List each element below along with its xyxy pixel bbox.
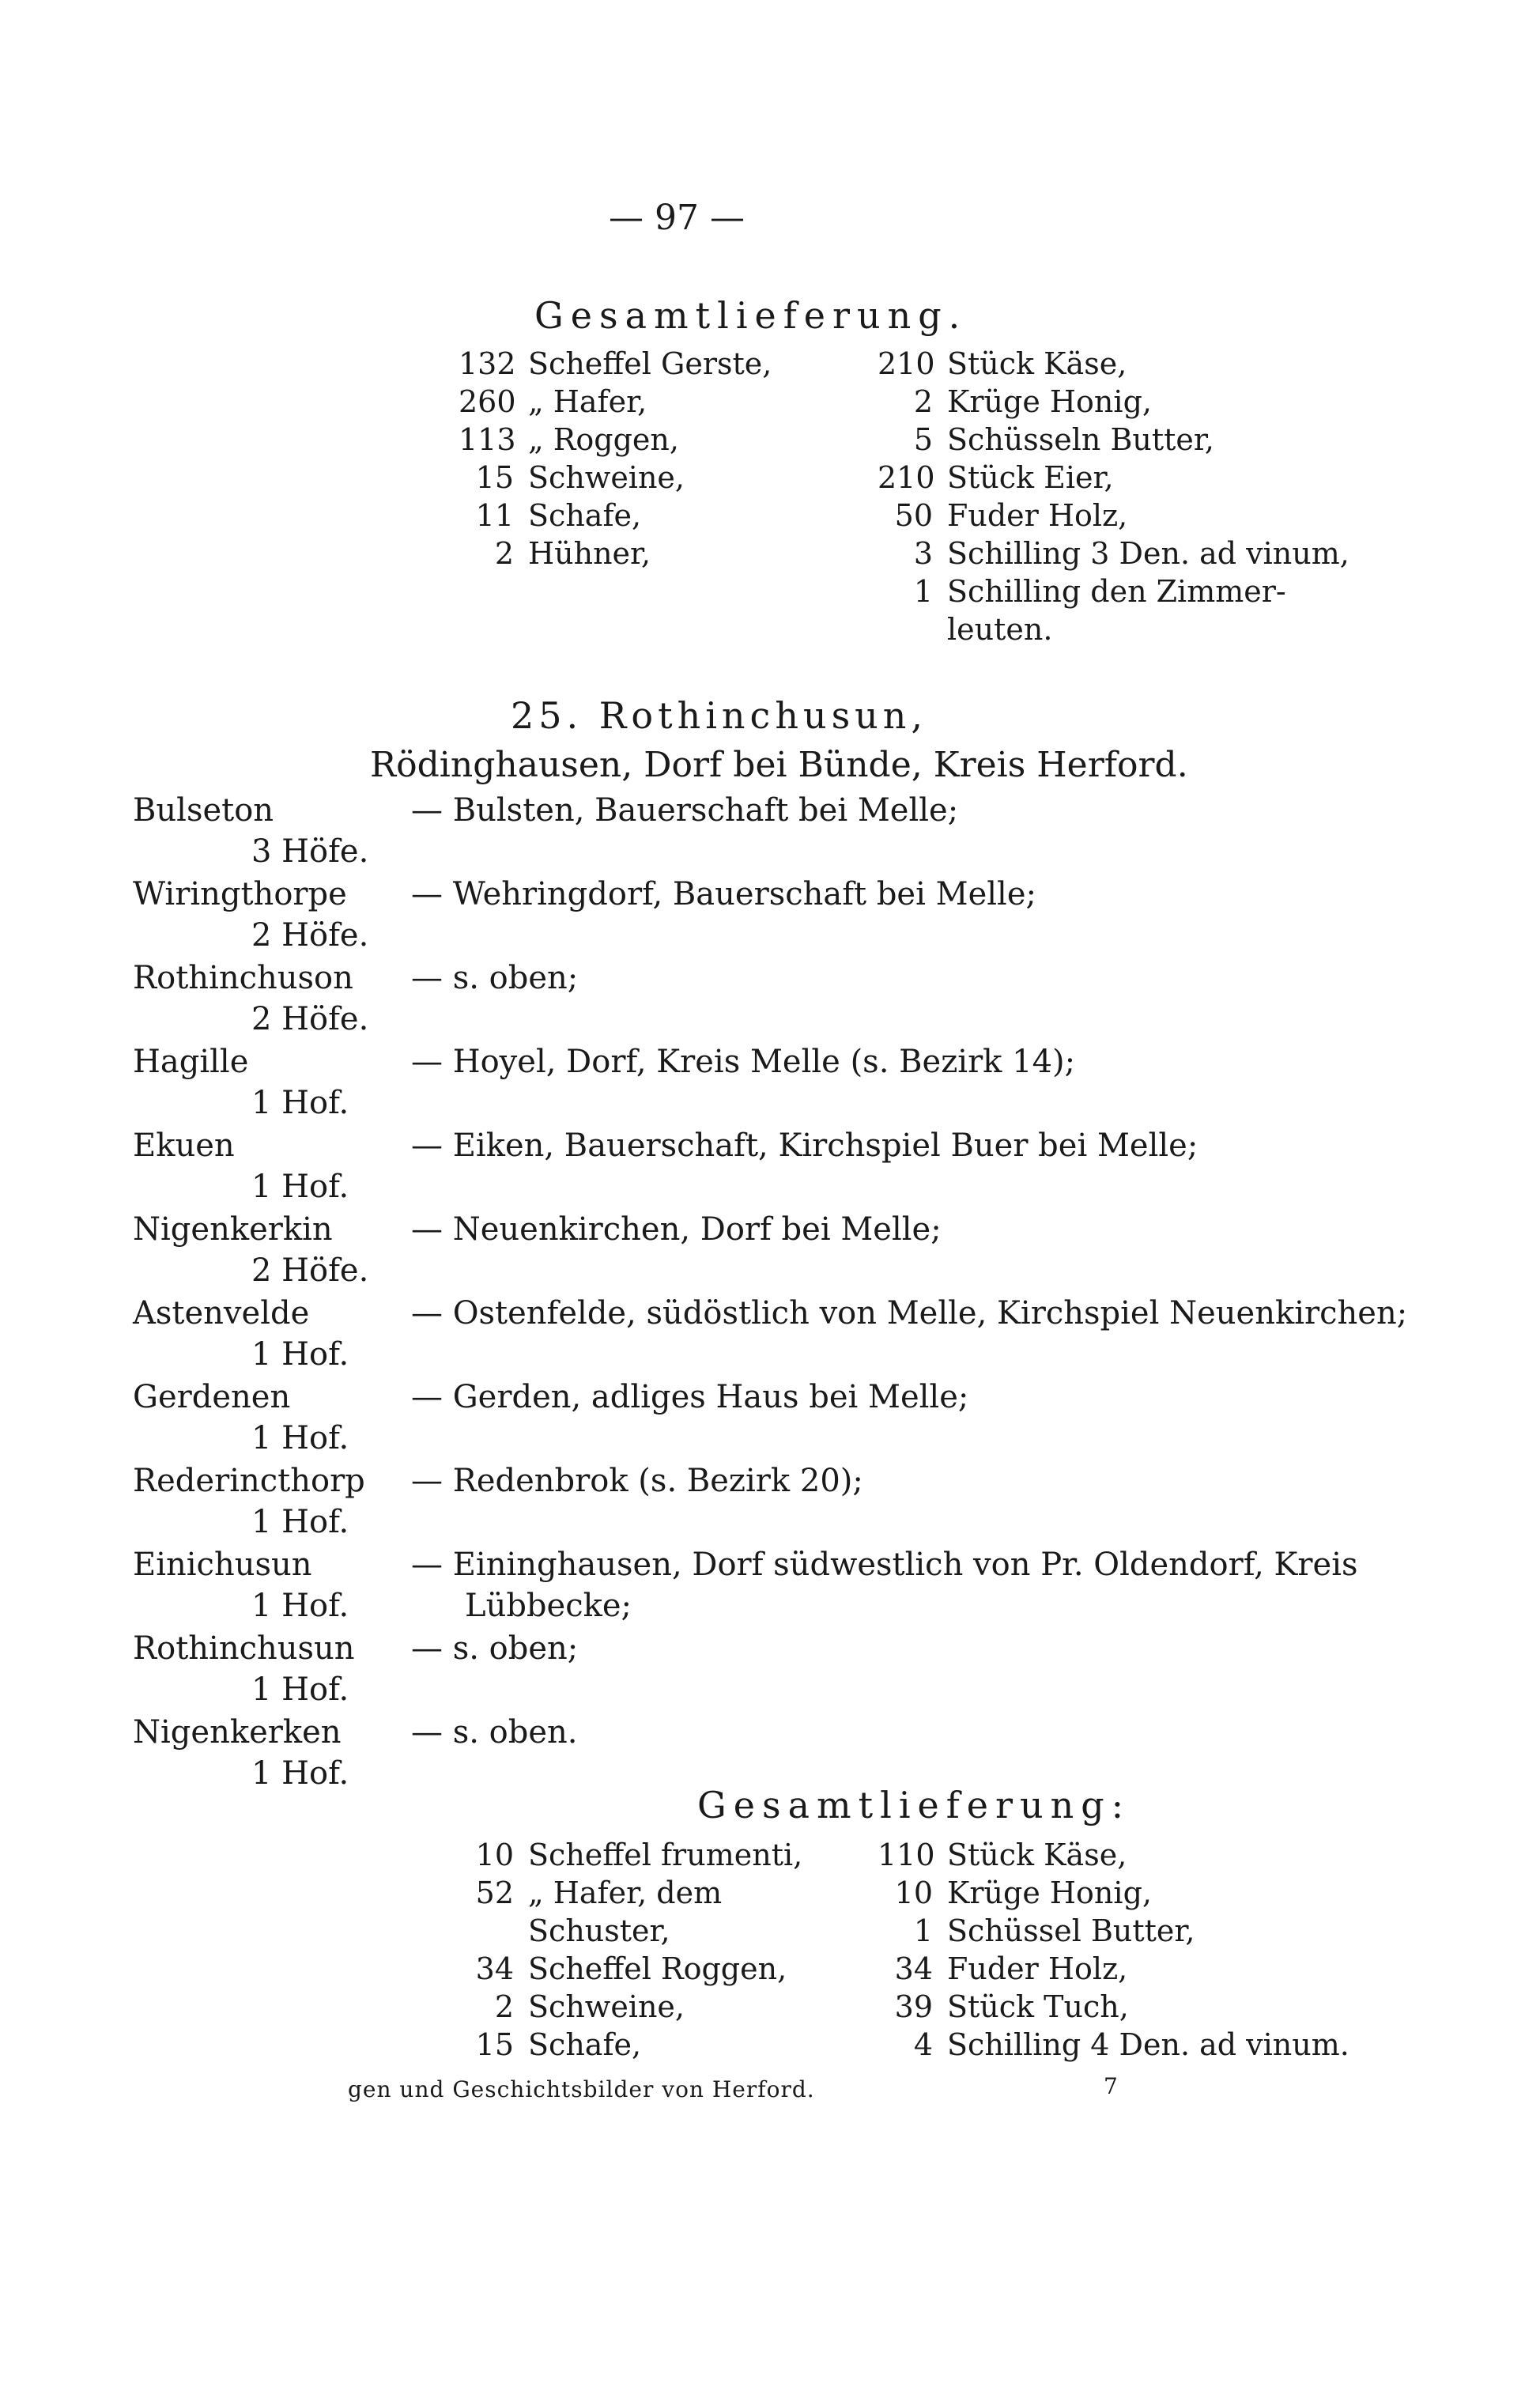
list-item: 34 Scheffel Roggen, — [475, 1951, 787, 1986]
list-item: Rothinchusun 1 Hof. — s. oben; — [133, 1630, 579, 1708]
list-item: 2 Schweine, — [494, 1989, 685, 2024]
list-item: 39 Stück Tuch, — [894, 1989, 1129, 2024]
district-subtitle: Rödinghausen, Dorf bei Bünde, Kreis Herford. — [370, 745, 1188, 785]
district-title: 25. Rothinchusun, — [511, 694, 928, 737]
section-heading-gesamtlieferung-2: Gesamtlieferung: — [697, 1784, 1131, 1826]
list-item: Nigenkerken 1 Hof. — s. oben. — [133, 1714, 578, 1792]
list-item: Ekuen 1 Hof. — Eiken, Bauerschaft, Kirchspiel Buer bei Melle; — [133, 1128, 1198, 1205]
list-item: Nigenkerkin 2 Höfe. — Neuenkirchen, Dorf bei Melle; — [133, 1211, 942, 1289]
delivery-list-right-2 — [878, 1836, 1349, 2064]
page-number: — 97 — — [609, 198, 745, 238]
delivery-list-left-2 — [459, 1836, 802, 2064]
list-item: 50 Fuder Holz, — [894, 498, 1128, 533]
list-item: 34 Fuder Holz, — [894, 1951, 1128, 1986]
list-item: 210 Stück Eier, — [878, 460, 1114, 495]
list-item: 10 Scheffel frumenti, — [475, 1838, 803, 1872]
list-item: 52 „ Hafer, dem — [475, 1875, 723, 1910]
list-item: 15 Schafe, — [475, 2027, 642, 2062]
list-item: 113 „ Roggen, — [459, 422, 679, 457]
list-item: Einichusun 1 Hof. — Eininghausen, Dorf südwestlich von Pr. Oldendorf, Kreis Lübbecke; — [133, 1547, 1358, 1624]
list-item: 132 Scheffel Gerste, — [459, 346, 772, 381]
list-item: 2 Hühner, — [494, 536, 651, 571]
list-item: 260 „ Hafer, — [459, 384, 647, 419]
list-item: Astenvelde 1 Hof. — Ostenfelde, südöstlich von Melle, Kirchspiel Neuenkirchen; — [133, 1295, 1408, 1373]
list-item: 110 Stück Käse, — [878, 1838, 1127, 1872]
list-item: Rederincthorp 1 Hof. — Redenbrok (s. Bezirk 20); — [133, 1463, 863, 1540]
list-item: 5 Schüsseln Butter, — [913, 422, 1214, 457]
list-item: leuten. — [947, 612, 1053, 647]
list-item: Hagille 1 Hof. — Hoyel, Dorf, Kreis Melle (s. Bezirk 14); — [133, 1044, 1076, 1121]
delivery-list-left-1 — [459, 345, 772, 572]
list-item: Wiringthorpe 2 Höfe. — Wehringdorf, Bauerschaft bei Melle; — [133, 876, 1036, 954]
list-item: 1 Schilling den Zimmer- — [913, 574, 1286, 609]
list-item: Gerdenen 1 Hof. — Gerden, adliges Haus bei Melle; — [133, 1379, 969, 1456]
list-item: Bulseton 3 Höfe. — Bulsten, Bauerschaft bei Melle; — [133, 792, 959, 870]
footer-running-title: gen und Geschichtsbilder von Herford. — [348, 2076, 815, 2102]
list-item: 4 Schilling 4 Den. ad vinum. — [913, 2027, 1349, 2062]
list-item: 1 Schüssel Butter, — [913, 1913, 1195, 1948]
list-item: 210 Stück Käse, — [878, 346, 1127, 381]
section-heading-gesamtlieferung-1: Gesamtlieferung. — [534, 294, 968, 337]
list-item: Rothinchuson 2 Höfe. — s. oben; — [133, 960, 579, 1037]
list-item: 2 Krüge Honig, — [913, 384, 1152, 419]
signature-mark: 7 — [1104, 2073, 1119, 2099]
list-item: 10 Krüge Honig, — [894, 1875, 1152, 1910]
list-item: 3 Schilling 3 Den. ad vinum, — [913, 536, 1349, 571]
list-item: 15 Schweine, — [475, 460, 685, 495]
delivery-list-right-1 — [878, 345, 1349, 648]
list-item: Schuster, — [528, 1913, 670, 1948]
list-item: 11 Schafe, — [475, 498, 642, 533]
